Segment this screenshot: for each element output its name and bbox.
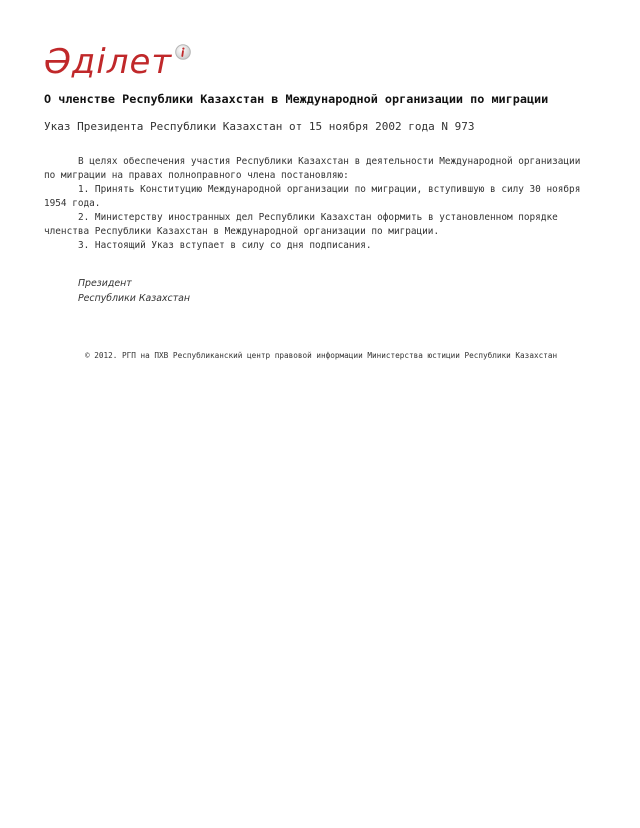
- copyright-footer: © 2012. РГП на ПХВ Республиканский центр правовой информации Министерства юстиции Республики Казахстан: [85, 351, 558, 360]
- signature-line: Республики Казахстан: [78, 293, 191, 304]
- info-icon: [175, 44, 191, 60]
- paragraph: 1. Принять Конституцию Международной организации по миграции, вступившую в силу 30 ноября 1954 года.: [44, 184, 581, 209]
- paragraph: 2. Министерству иностранных дел Республики Казахстан оформить в установленном порядке членства Республики Казахстан в Международной организации по миграции.: [44, 212, 558, 237]
- document-title: О членстве Республики Казахстан в Международной организации по миграции: [44, 92, 549, 106]
- document-body: [44, 155, 594, 253]
- paragraph: В целях обеспечения участия Республики Казахстан в деятельности Международной организации по миграции на правах полноправного члена постановляю:: [44, 156, 581, 181]
- logo-text: Әділет: [44, 42, 173, 82]
- adilet-logo[interactable]: [44, 42, 191, 82]
- paragraph: 3. Настоящий Указ вступает в силу со дня подписания.: [78, 240, 372, 251]
- document-subtitle: Указ Президента Республики Казахстан от 15 ноября 2002 года N 973: [44, 120, 475, 133]
- signature-line: Президент: [78, 278, 132, 289]
- signature: [78, 276, 190, 306]
